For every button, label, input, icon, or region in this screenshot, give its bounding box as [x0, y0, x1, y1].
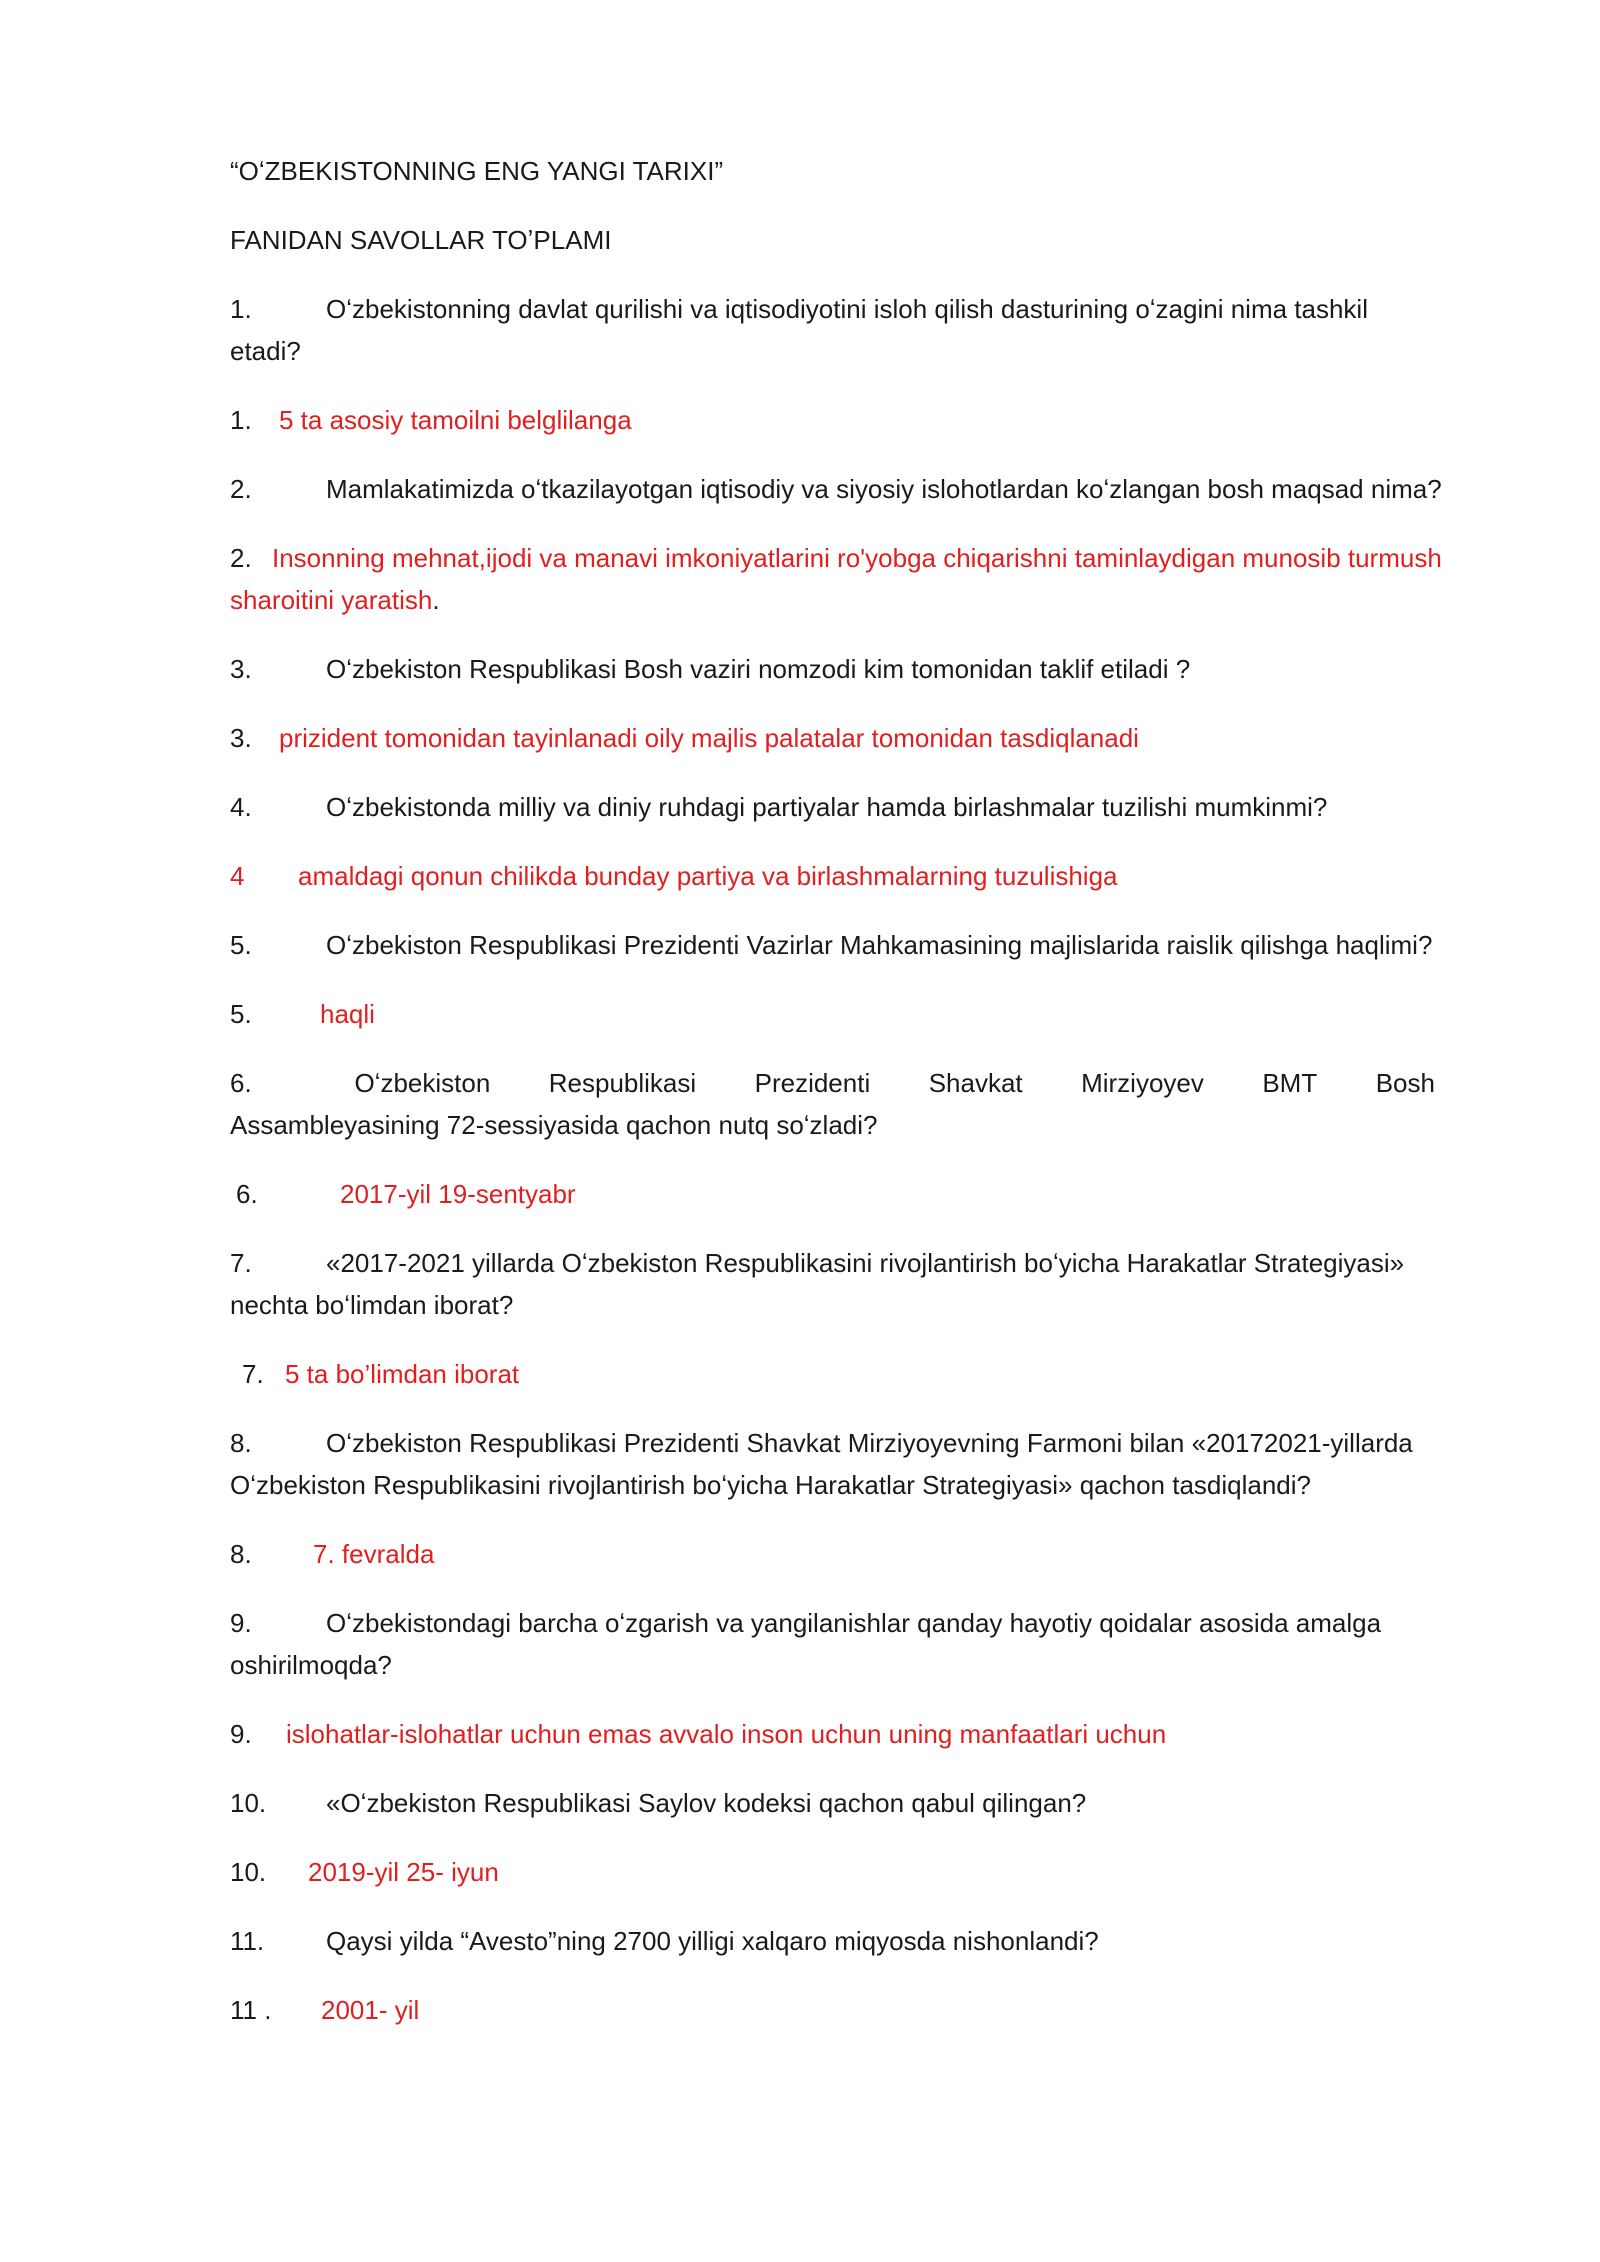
answer-text: 7. fevralda	[313, 1539, 435, 1569]
question-number: 3.	[230, 654, 252, 684]
document-title-line-1: “OʻZBEKISTONNING ENG YANGI TARIXI”	[230, 156, 724, 186]
question-word: Prezidenti	[754, 1068, 871, 1098]
answer-item	[230, 993, 1445, 1035]
question-item	[230, 1782, 1445, 1824]
answer-item	[230, 717, 1445, 759]
question-text: Oʻzbekistonning davlat qurilishi va iqtisodiyotini isloh qilish dasturining oʻzagini nima tashkil etadi?	[230, 294, 1368, 366]
answer-text: prizident tomonidan tayinlanadi oily majlis palatalar tomonidan tasdiqlanadi	[279, 723, 1139, 753]
answer-item	[230, 1173, 1445, 1215]
answer-number: 7.	[242, 1359, 264, 1389]
question-text: Oʻzbekistonda milliy va diniy ruhdagi partiyalar hamda birlashmalar tuzilishi mumkinmi?	[326, 792, 1328, 822]
question-text: Mamlakatimizda oʻtkazilayotgan iqtisodiy va siyosiy islohotlardan koʻzlangan bosh maqsad nima?	[326, 474, 1442, 504]
question-word: BMT	[1262, 1068, 1318, 1098]
question-text: Oʻzbekiston Respublikasi Bosh vaziri nomzodi kim tomonidan taklif etiladi ?	[326, 654, 1191, 684]
answer-number: 11 .	[230, 1995, 272, 2025]
question-number: 2.	[230, 474, 252, 504]
question-number: 10.	[230, 1788, 267, 1818]
answer-text: haqli	[320, 999, 375, 1029]
answer-text: amaldagi qonun chilikda bunday partiya va birlashmalarning tuzulishiga	[298, 861, 1118, 891]
answer-item	[230, 1989, 1445, 2031]
question-item	[230, 1602, 1445, 1686]
question-text: Oʻzbekiston Respublikasi Prezidenti Vazirlar Mahkamasining majlislarida raislik qilishga haqlimi?	[326, 930, 1433, 960]
question-text: Qaysi yilda “Avesto”ning 2700 yilligi xalqaro miqyosda nishonlandi?	[326, 1926, 1099, 1956]
answer-tail-punctuation: .	[432, 585, 440, 615]
question-item	[230, 468, 1445, 510]
document-title-line-2: FANIDAN SAVOLLAR TOʼPLAMI	[230, 225, 612, 255]
document-body	[230, 150, 1445, 2058]
question-word: Mirziyoyev	[1081, 1068, 1204, 1098]
answer-item	[230, 399, 1445, 441]
question-item	[230, 648, 1445, 690]
answer-number: 5.	[230, 999, 252, 1029]
question-word: Oʻzbekiston	[354, 1068, 491, 1098]
question-item	[230, 288, 1445, 372]
question-text: «Oʻzbekiston Respublikasi Saylov kodeksi qachon qabul qilingan?	[326, 1788, 1087, 1818]
answer-item	[230, 1851, 1445, 1893]
question-text: Assambleyasining 72-sessiyasida qachon nutq soʻzladi?	[230, 1110, 878, 1140]
question-text: «2017-2021 yillarda Oʻzbekiston Respublikasini rivojlantirish boʻyicha Harakatlar Strategiyasi» nechta boʻlimdan iborat?	[230, 1248, 1405, 1320]
question-number: 8.	[230, 1428, 252, 1458]
question-word: Shavkat	[928, 1068, 1023, 1098]
answer-text: 5 ta bo’limdan iborat	[285, 1359, 520, 1389]
answer-number: 2.	[230, 543, 252, 573]
answer-text: islohatlar-islohatlar uchun emas avvalo inson uchun uning manfaatlari uchun	[286, 1719, 1167, 1749]
answer-item	[230, 1713, 1445, 1755]
question-word: Bosh	[1375, 1068, 1435, 1098]
answer-number: 4	[230, 861, 245, 891]
question-justified-line	[230, 1062, 1445, 1104]
answer-text: Insonning mehnat,ijodi va manavi imkoniyatlarini ro'yobga chiqarishni taminlaydigan munosib turmush sharoitini yaratish	[230, 543, 1442, 615]
question-number: 7.	[230, 1248, 252, 1278]
answer-number: 3.	[230, 723, 252, 753]
answer-text: 2019-yil 25- iyun	[308, 1857, 499, 1887]
answer-number: 1.	[230, 405, 252, 435]
question-number: 9.	[230, 1608, 252, 1638]
question-item	[230, 1920, 1445, 1962]
question-item	[230, 1242, 1445, 1326]
answer-number: 8.	[230, 1539, 252, 1569]
question-number: 1.	[230, 294, 252, 324]
answer-number: 10.	[230, 1857, 267, 1887]
question-number: 6.	[230, 1068, 252, 1098]
question-text: Oʻzbekiston Respublikasi Prezidenti Shavkat Mirziyoyevning Farmoni bilan «20172021-yillarda Oʻzbekiston Respublikasini rivojlantirish boʻyicha Harakatlar Strategiyasi» qachon tasdiqlandi?	[230, 1428, 1413, 1500]
question-text: Oʻzbekistondagi barcha oʻzgarish va yangilanishlar qanday hayotiy qoidalar asosida amalga oshirilmoqda?	[230, 1608, 1382, 1680]
answer-text: 2001- yil	[321, 1995, 420, 2025]
question-item	[230, 924, 1445, 966]
question-word: Respublikasi	[548, 1068, 697, 1098]
question-item	[230, 786, 1445, 828]
question-number: 4.	[230, 792, 252, 822]
answer-item	[230, 1533, 1445, 1575]
answer-item	[230, 537, 1445, 621]
question-number: 5.	[230, 930, 252, 960]
question-number: 11.	[230, 1926, 265, 1956]
question-item	[230, 1062, 1445, 1146]
answer-item	[230, 855, 1445, 897]
question-item	[230, 1422, 1445, 1506]
answer-item	[230, 1353, 1445, 1395]
answer-text: 2017-yil 19-sentyabr	[340, 1179, 576, 1209]
answer-number: 9.	[230, 1719, 252, 1749]
answer-text: 5 ta asosiy tamoilni belglilanga	[279, 405, 632, 435]
answer-number: 6.	[236, 1179, 258, 1209]
